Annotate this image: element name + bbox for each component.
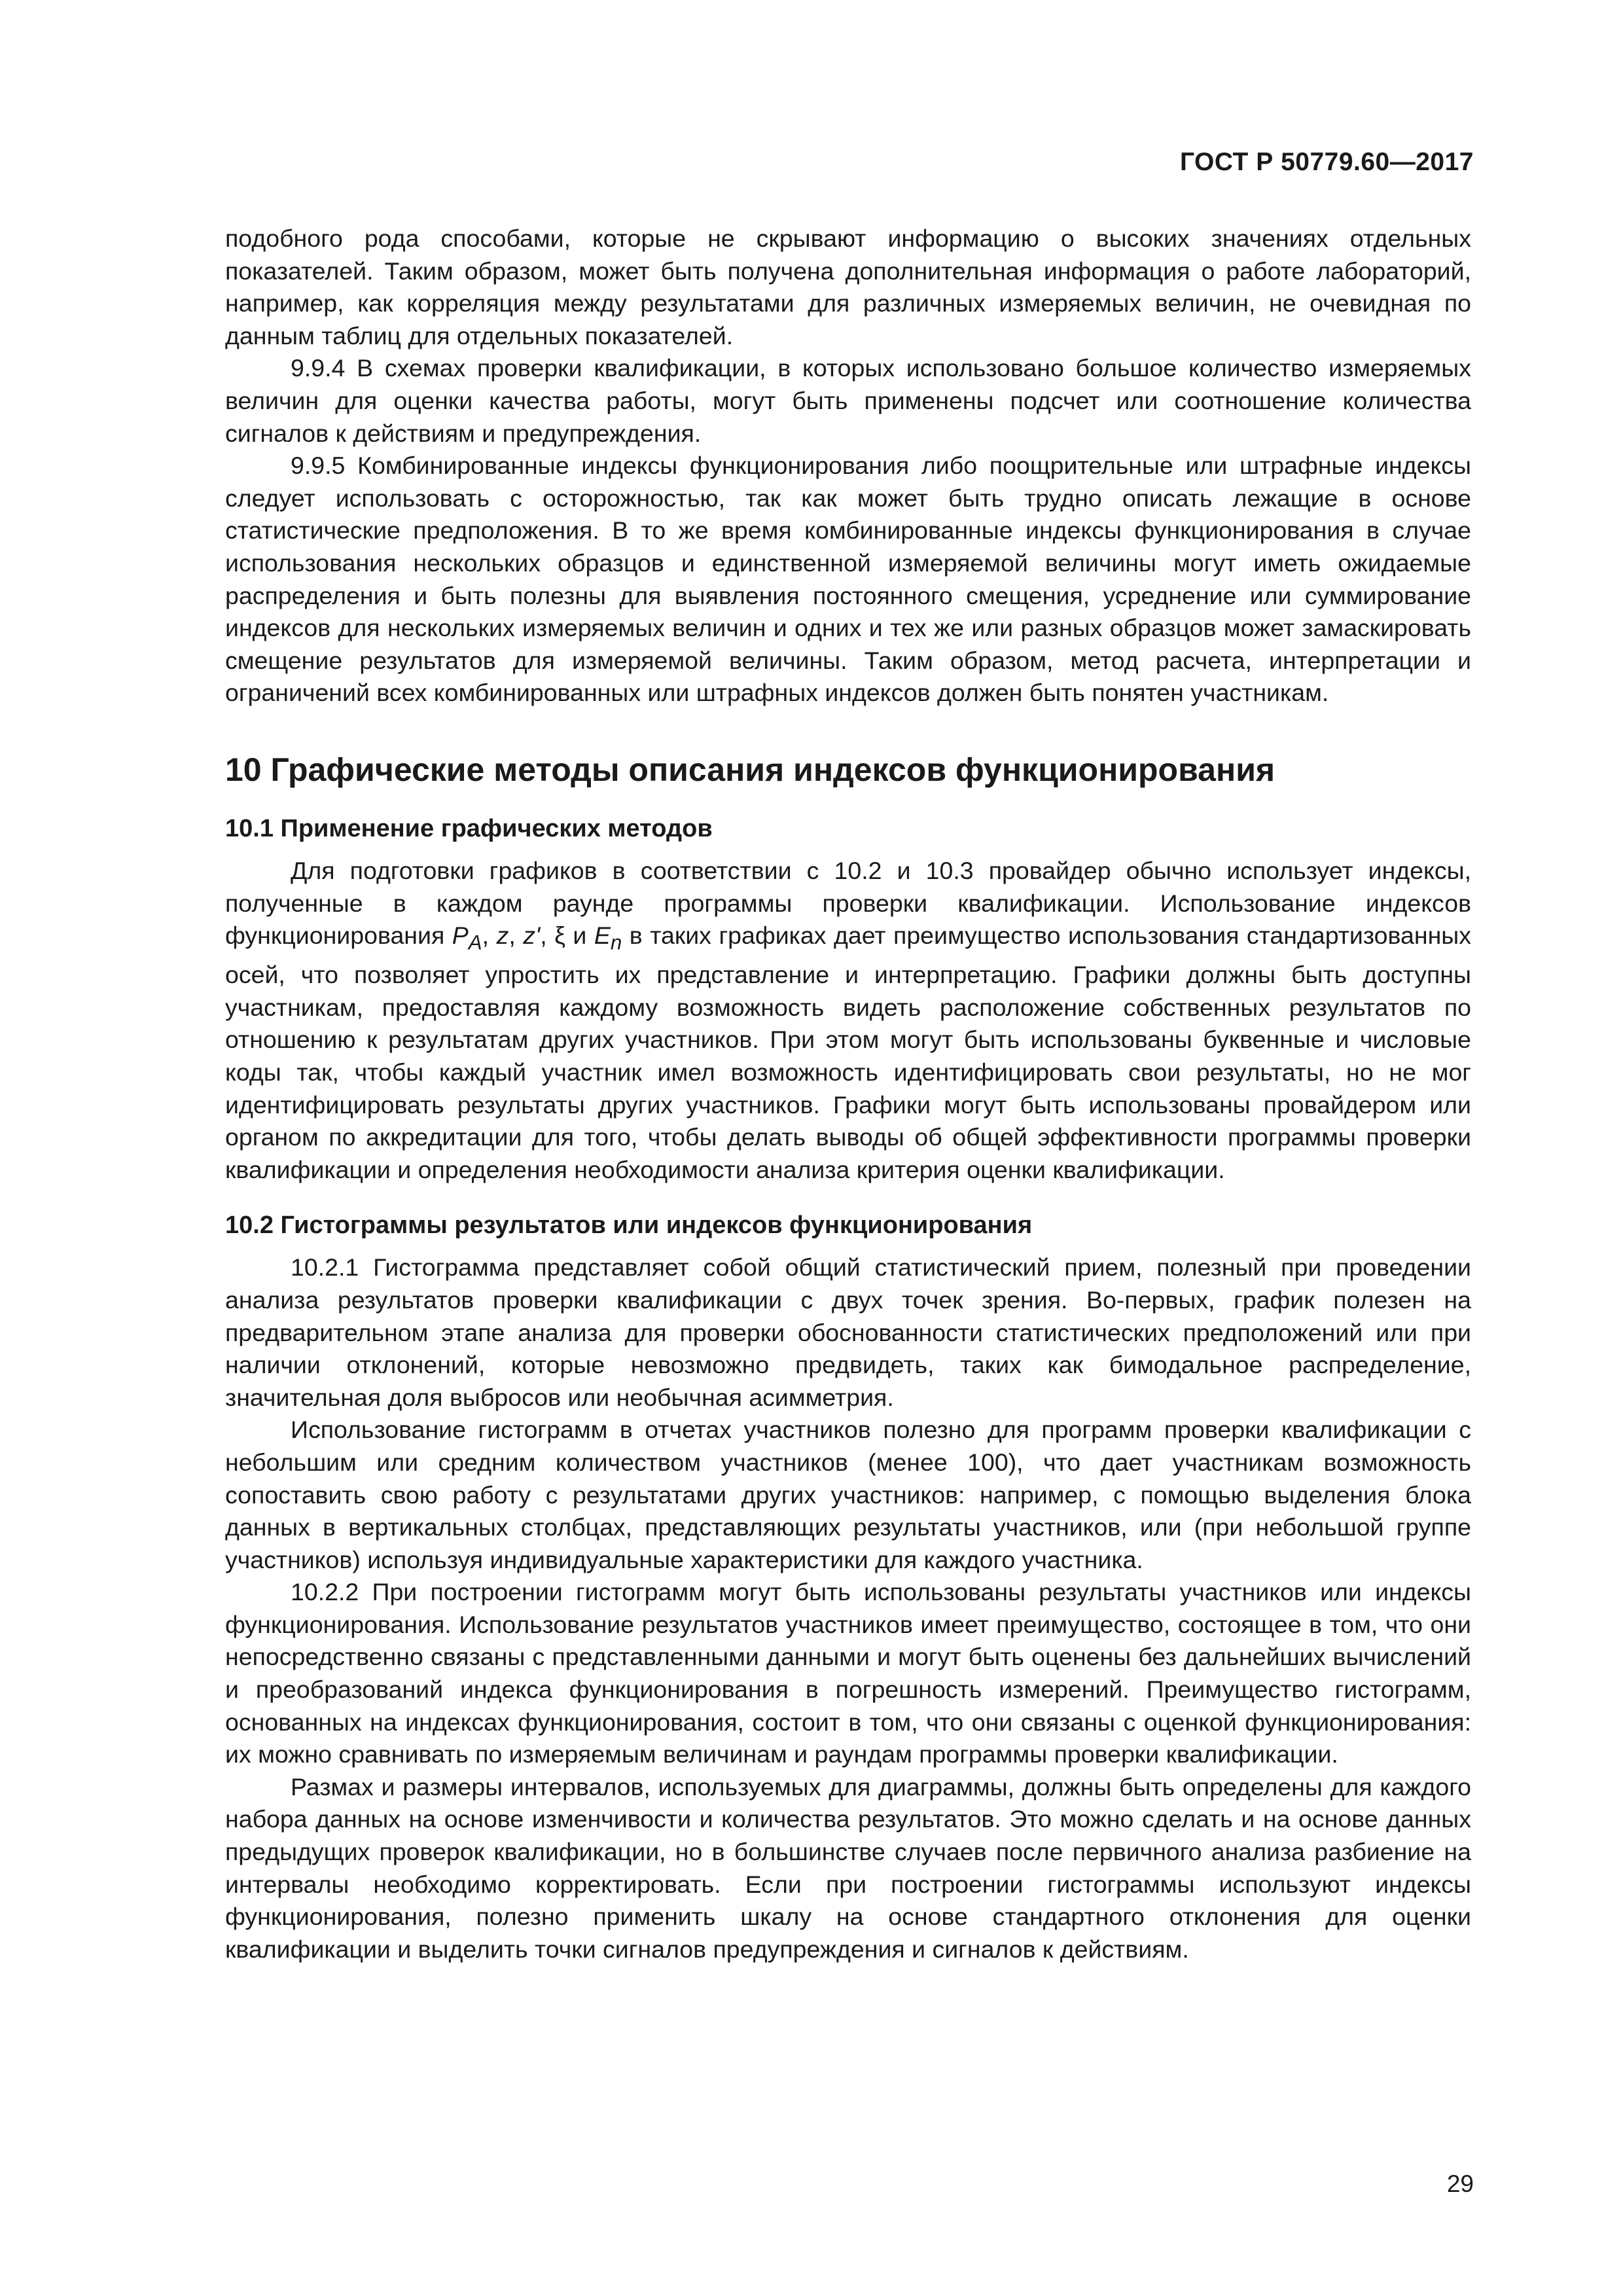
page-header-standard-id: ГОСТ Р 50779.60—2017 [1179,148,1474,176]
symbol-pa-subscript: A [468,931,482,954]
symbol-pa-base: P [452,922,469,950]
paragraph-9-9-4: 9.9.4 В схемах проверки квалификации, в которых использовано большое количество измеряемых величин для оценки качества работы, могут быть применены подсчет или соотношение количества сигналов к действиям и предупреждения. [225,354,1471,447]
symbol-en-subscript: n [610,931,622,954]
separator-1: , [482,922,497,950]
section-10-heading: 10 Графические методы описания индексов функционирования [225,751,1275,788]
section-10-2-heading: 10.2 Гистограммы результатов или индексов функционирования [225,1211,1033,1240]
paragraph-10-1-part-b: в таких графиках дает преимущество использования стандартизованных осей, что позволяет упростить их представление и интерпретацию. Графики должны быть доступны участникам, предоставляя каждому возможность видеть расположение собственных результатов по отношению к результатам других участников. При этом могут быть использованы буквенные и числовые коды так, чтобы каждый участник имел возможность идентифицировать свои результаты, но не мог идентифицировать результаты других участников. Графики могут быть использованы провайдером или органом по аккредитации для того, чтобы делать выводы об общей эффективности программы проверки квалификации и определения необходимости анализа критерия оценки квалификации. [225,922,1471,1183]
paragraph-10-2-2: 10.2.2 При построении гистограмм могут быть использованы результаты участников или индексы функционирования. Использование результатов участников имеет преимущество, состоящее в том, что они непосредственно связаны с представленными данными и могут быть оценены без дальнейших вычислений и преобразований индекса функционирования в погрешность измерений. Преимущество гистограмм, основанных на индексах функционирования, состоит в том, что они связаны с оценкой функционирования: их можно сравнивать по измеряемым величинам и раундам программы проверки квалификации. [225,1578,1471,1768]
symbol-z: z [496,922,509,950]
symbol-en [594,922,622,954]
section-10-1-heading: 10.1 Применение графических методов [225,814,713,842]
paragraph-10-1 [225,855,1471,1186]
separator-2: , [508,922,524,950]
document-body [225,223,1471,1965]
separator-3: , ξ и [540,922,594,950]
symbol-en-base: E [594,922,611,950]
symbol-z-prime: z' [523,922,541,950]
paragraph-10-2-1: 10.2.1 Гистограмма представляет собой общий статистический прием, полезный при проведении анализа результатов проверки квалификации с двух точек зрения. Во-первых, график полезен на предварительном этапе анализа для проверки обоснованности статистических предположений или при наличии отклонений, которые невозможно предвидеть, таких как бимодальное распределение, значительная доля выбросов или необычная асимметрия. [225,1253,1471,1411]
paragraph-continuation: подобного рода способами, которые не скрывают информацию о высоких значениях отдельных показателей. Таким образом, может быть получена дополнительная информация о работе лабораторий, например, как корреляция между результатами для различных измеряемых величин, не очевидная по данным таблиц для отдельных показателей. [225,224,1471,350]
paragraph-10-2-1-b: Использование гистограмм в отчетах участников полезно для программ проверки квалификации с небольшим или средним количеством участников (менее 100), что дает участникам возможность сопоставить свою работу с результатами других участников: например, с помощью выделения блока данных в вертикальных столбцах, представляющих результаты участников, или (при небольшой группе участников) используя индивидуальные характеристики для каждого участника. [225,1416,1471,1573]
paragraph-9-9-5: 9.9.5 Комбинированные индексы функционирования либо поощрительные или штрафные индексы следует использовать с осторожностью, так как может быть трудно описать лежащие в основе статистические предположения. В то же время комбинированные индексы функционирования в случае использования нескольких образцов и единственной измеряемой величины могут иметь ожидаемые распределения и быть полезны для выявления постоянного смещения, усреднение или суммирование индексов для нескольких измеряемых величин и одних и тех же или разных образцов может замаскировать смещение результатов для измеряемой величины. Таким образом, метод расчета, интерпретации и ограничений всех комбинированных или штрафных индексов должен быть понятен участникам. [225,452,1471,707]
symbol-pa [452,922,482,954]
paragraph-10-2-2-b: Размах и размеры интервалов, используемых для диаграммы, должны быть определены для каждого набора данных на основе изменчивости и количества результатов. Это можно сделать и на основе данных предыдущих проверок квалификации, но в большинстве случаев после первичного анализа разбиение на интервалы необходимо корректировать. Если при построении гистограммы используют индексы функционирования, полезно применить шкалу на основе стандартного отклонения для оценки квалификации и выделить точки сигналов предупреждения и сигналов к действиям. [225,1772,1471,1963]
paragraph-10-1-part-a: Для подготовки графиков в соответствии с 10.2 и 10.3 провайдер обычно использует индексы, полученные в каждом раунде программы проверки квалификации. Использование индексов функционирования [225,856,1471,950]
page-number: 29 [1446,2170,1474,2197]
